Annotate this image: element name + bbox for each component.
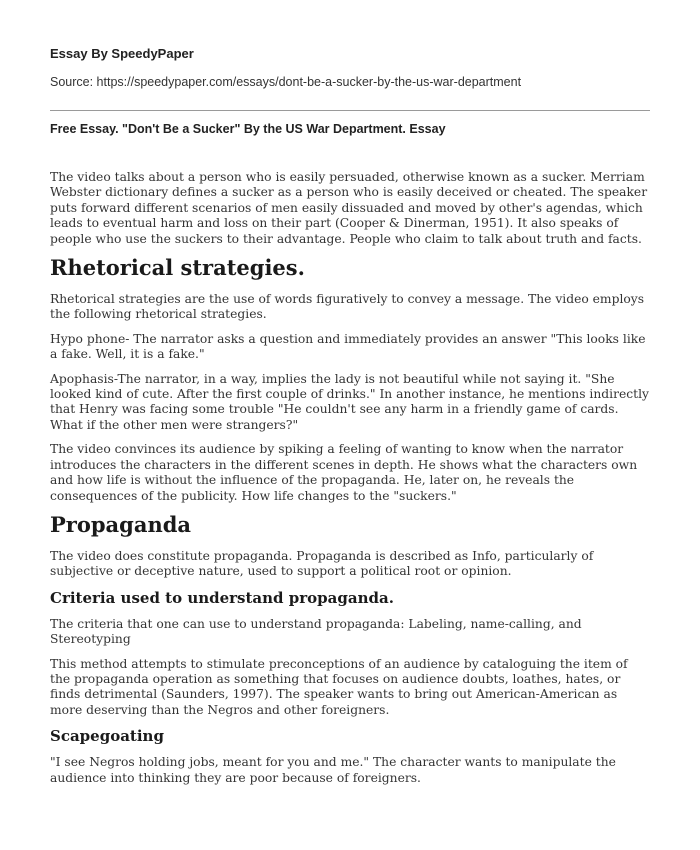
rhetorical-paragraph-4: The video convinces its audience by spiking a feeling of wanting to know when the narrator introduces the characters in the different scenes in depth. He shows what the characters own and how life is without the influence of the propaganda. He, later on, he reveals the consequences of the publicity. How life changes to the "suckers." <box>50 442 638 503</box>
section-heading-propaganda: Propaganda <box>50 511 192 537</box>
subsection-heading-scapegoating: Scapegoating <box>50 727 164 746</box>
criteria-paragraph-2: This method attempts to stimulate preconceptions of an audience by cataloguing the item of the propaganda operation as something that focuses on audience doubts, loathes, hates, or finds detrimental (Saunders, 1997). The speaker wants to bring out American-American as more deserving than the Negros and other foreigners. <box>50 656 628 717</box>
scapegoating-paragraph-1: "I see Negros holding jobs, meant for you and me." The character wants to manipulate the audience into thinking they are poor because of foreigners. <box>50 755 616 785</box>
document-title: Free Essay. "Don't Be a Sucker" By the US War Department. Essay <box>50 122 446 136</box>
rhetorical-paragraph-2: Hypo phone- The narrator asks a question and immediately provides an answer "This looks like a fake. Well, it is a fake." <box>50 331 646 362</box>
intro-paragraph: The video talks about a person who is easily persuaded, otherwise known as a sucker. Merriam Webster dictionary defines a sucker as a person who is easily deceived or cheated. The speaker puts forward different scenarios of men easily dissuaded and moved by other's agendas, which leads to eventual harm and loss on their part (Cooper & Dinerman, 1951). It also speaks of people who use the suckers to their advantage. People who claim to talk about truth and facts. <box>50 170 648 246</box>
propaganda-paragraph-1: The video does constitute propaganda. Propaganda is described as Info, particularly of subjective or deceptive nature, used to support a political root or opinion. <box>50 548 594 579</box>
section-heading-rhetorical: Rhetorical strategies. <box>50 255 305 281</box>
header-title: Essay By SpeedyPaper <box>50 46 194 61</box>
subsection-heading-criteria: Criteria used to understand propaganda. <box>50 588 394 607</box>
header-divider <box>50 110 650 111</box>
criteria-paragraph-1: The criteria that one can use to understand propaganda: Labeling, name-calling, and Stereotyping <box>50 616 582 647</box>
header-source: Source: https://speedypaper.com/essays/dont-be-a-sucker-by-the-us-war-department <box>50 75 522 89</box>
rhetorical-paragraph-1: Rhetorical strategies are the use of words figuratively to convey a message. The video employs the following rhetorical strategies. <box>50 292 645 322</box>
rhetorical-paragraph-3: Apophasis-The narrator, in a way, implies the lady is not beautiful while not saying it. "She looked kind of cute. After the first couple of drinks." In another instance, he mentions indirectly that Henry was facing some trouble "He couldn't see any harm in a friendly game of cards. What if the other men were strangers?" <box>50 371 649 432</box>
essay-body <box>50 170 650 795</box>
